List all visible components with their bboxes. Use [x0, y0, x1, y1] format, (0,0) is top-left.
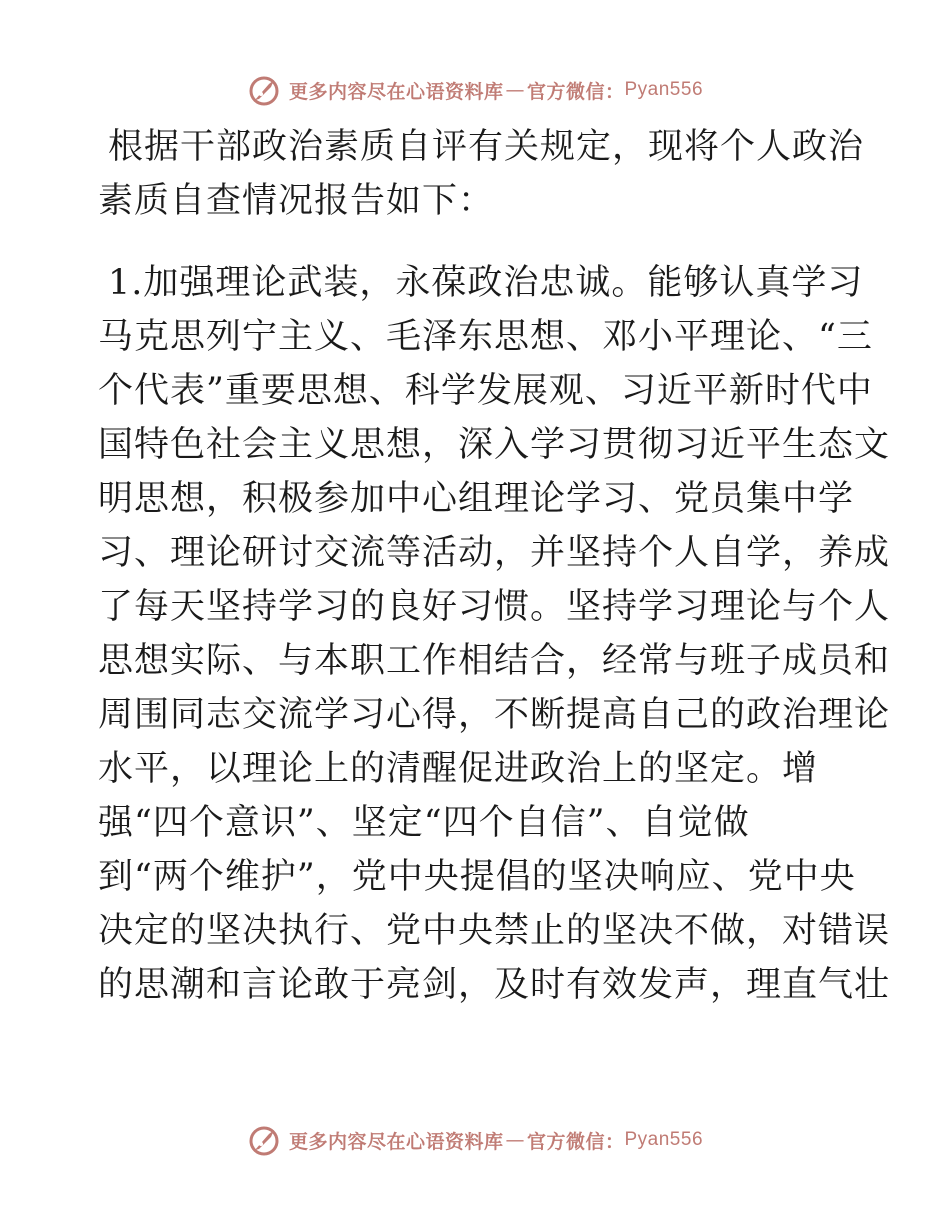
- text-line: 决定的坚决执行、党中央禁止的坚决不做，对错误: [98, 911, 891, 951]
- watermark-footer: [0, 1120, 950, 1160]
- text-line: 习、理论研讨交流等活动，并坚持个人自学，养成: [98, 533, 891, 573]
- watermark-separator: —: [505, 1129, 525, 1151]
- text-line: 素质自查情况报告如下：: [98, 181, 495, 221]
- watermark-wechat-label: 官方微信：: [526, 1130, 625, 1153]
- text-line: 强“四个意识”、坚定“四个自信”、自觉做: [98, 803, 750, 843]
- watermark-header: [0, 70, 950, 110]
- text-line: 国特色社会主义思想，深入学习贯彻习近平生态文: [98, 425, 891, 465]
- text-line: 马克思列宁主义、毛泽东思想、邓小平理论、“三: [98, 317, 873, 357]
- text-line: 个代表”重要思想、科学发展观、习近平新时代中: [98, 371, 873, 411]
- watermark-separator: —: [505, 79, 525, 101]
- watermark-wechat-label: 官方微信：: [526, 80, 625, 103]
- text-line: 明思想，积极参加中心组理论学习、党员集中学: [98, 479, 855, 519]
- watermark-text: 更多内容尽在心语资料库: [288, 80, 504, 103]
- text-line: 1.加强理论武装，永葆政治忠诚。能够认真学习: [108, 263, 864, 303]
- text-line: 思想实际、与本职工作相结合，经常与班子成员和: [98, 641, 891, 681]
- pen-nib-icon: [247, 1122, 283, 1158]
- text-line: 根据干部政治素质自评有关规定，现将个人政治: [108, 127, 865, 167]
- text-line: 周围同志交流学习心得，不断提高自己的政治理论: [98, 695, 891, 735]
- text-line: 的思潮和言论敢于亮剑，及时有效发声，理直气壮: [98, 965, 891, 1005]
- watermark-wechat-id: Pyan556: [624, 79, 704, 100]
- pen-nib-icon: [247, 72, 283, 108]
- watermark-text: 更多内容尽在心语资料库: [288, 1130, 504, 1153]
- intro-paragraph: [98, 120, 865, 228]
- text-line: 到“两个维护”，党中央提倡的坚决响应、党中央: [98, 857, 856, 897]
- text-line: 了每天坚持学习的良好习惯。坚持学习理论与个人: [98, 587, 891, 627]
- section-1-paragraph: [98, 256, 891, 1012]
- text-line: 水平，以理论上的清醒促进政治上的坚定。增: [98, 749, 819, 789]
- watermark-wechat-id: Pyan556: [624, 1129, 704, 1150]
- document-body: [98, 120, 891, 1012]
